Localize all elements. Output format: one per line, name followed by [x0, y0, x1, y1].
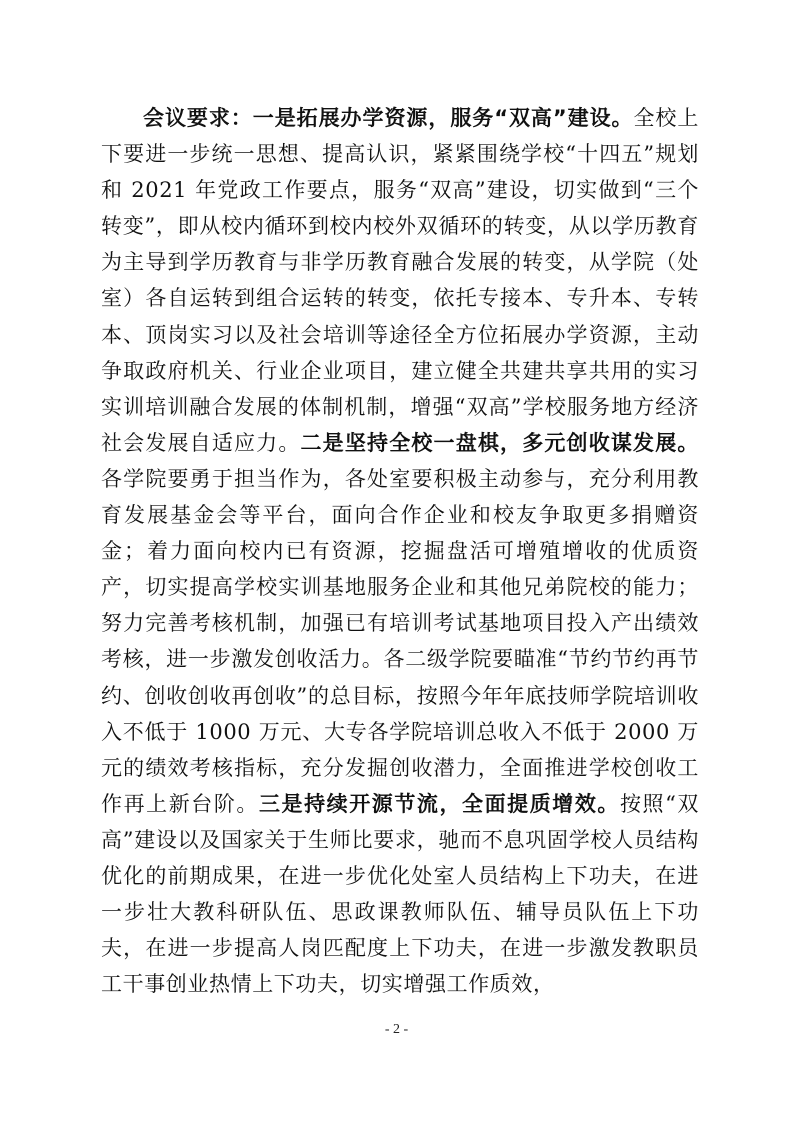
paragraph-text-3: 按照“双高”建设以及国家关于生师比要求，驰而不息巩固学校人员结构优化的前期成果，在进一步优化处室人员结构上下功夫，在进一步壮大教科研队伍、思政课教师队伍、辅导员队伍上下功夫，在进一步提高人岗匹配度上下功夫，在进一步激发教职员工干事创业热情上下功夫，切实增强工作质效， [101, 791, 699, 997]
paragraph-text-2: 各学院要勇于担当作为，各处室要积极主动参与，充分利用教育发展基金会等平台，面向合作企业和校友争取更多捐赠资金；着力面向校内已有资源，挖掘盘活可增殖增收的优质资产，切实提高学校实训基地服务企业和其他兄弟院校的能力；努力完善考核机制，加强已有培训考试基地项目投入产出绩效考核，进一步激发创收活力。各二级学院要瞄准“节约节约再节约、创收创收再创收”的总目标，按照今年年底技师学院培训收入不低于 1000 万元、大专各学院培训总收入不低于 2000 万元的绩效考核指标，充分发掘创收潜力，全面推进学校创收工作再上新台阶。 [101, 466, 699, 816]
heading-point-three: 三是持续开源节流，全面提质增效。 [258, 791, 620, 816]
body-paragraph [101, 100, 699, 1002]
heading-point-two: 二是坚持全校一盘棋，多元创收谋发展。 [300, 430, 699, 455]
heading-meeting-requirements: 会议要求：一是拓展办学资源，服务“双高”建设。 [143, 106, 634, 130]
paragraph-text-1: 全校上下要进一步统一思想、提高认识，紧紧围绕学校“十四五”规划和 2021 年党政工作要点，服务“双高”建设，切实做到“三个转变”，即从校内循环到校内校外双循环的转变，从以学历教育为主导到学历教育与非学历教育融合发展的转变，从学院（处室）各自运转到组合运转的转变，依托专接本、专升本、专转本、顶岗实习以及社会培训等途径全方位拓展办学资源，主动争取政府机关、行业企业项目，建立健全共建共享共用的实习实训培训融合发展的体制机制，增强“双高”学校服务地方经济社会发展自适应力。 [101, 106, 699, 455]
page-number: - 2 - [384, 1022, 409, 1037]
